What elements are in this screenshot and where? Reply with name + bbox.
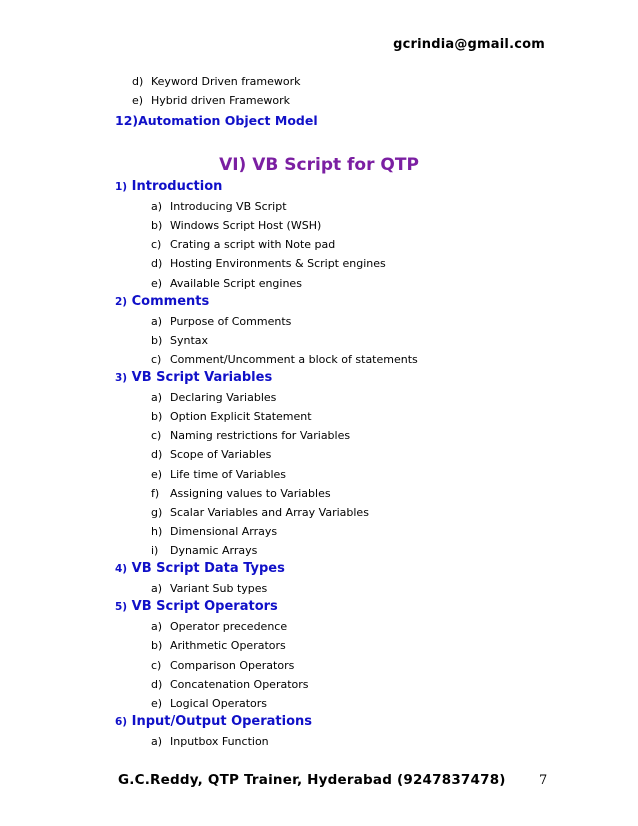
list-marker: a) [151,391,163,404]
list-text: Comment/Uncomment a block of statements [170,353,418,366]
list-text: Inputbox Function [170,735,269,748]
list-item [151,200,287,213]
list-item [151,506,369,519]
list-text: Comparison Operators [170,659,295,672]
list-item [151,277,302,290]
list-text: Concatenation Operators [170,678,309,691]
list-marker: b) [151,410,163,423]
list-item [151,410,312,423]
list-text: Hybrid driven Framework [151,94,291,107]
list-item [151,468,286,481]
list-text: Declaring Variables [170,391,277,404]
section-heading [115,179,222,194]
list-item [132,75,301,88]
page-number: 7 [539,773,548,788]
section-heading-text: VB Script Operators [131,599,278,614]
list-text: Operator precedence [170,620,288,633]
list-text: Scope of Variables [170,448,272,461]
list-text: Logical Operators [170,697,268,710]
list-text: Dynamic Arrays [170,544,258,557]
list-text: Naming restrictions for Variables [170,429,351,442]
list-text: Variant Sub types [170,582,268,595]
list-marker: d) [151,678,163,691]
list-item [151,315,291,328]
list-text: Purpose of Comments [170,315,292,328]
section-number: 2) [115,296,128,308]
list-text: Hosting Environments & Script engines [170,257,386,270]
list-text: Assigning values to Variables [170,487,331,500]
list-item [151,487,331,500]
list-item [151,678,309,691]
list-text: Dimensional Arrays [170,525,278,538]
list-text: Option Explicit Statement [170,410,312,423]
list-marker: e) [151,277,163,290]
list-text: Arithmetic Operators [170,639,286,652]
section-heading [115,294,209,309]
list-item [151,735,269,748]
section-number: 5) [115,601,128,613]
list-item [151,697,267,710]
section-heading-text: VB Script Variables [131,370,273,385]
section-heading [115,714,312,729]
list-marker: c) [151,238,162,251]
list-item [151,391,276,404]
list-marker: d) [151,257,163,270]
list-marker: a) [151,200,163,213]
section-title: VI) VB Script for QTP [219,155,419,175]
section-heading [115,370,272,385]
list-item [151,219,321,232]
list-marker: c) [151,353,162,366]
list-marker: d) [132,75,144,88]
section-heading-text: Introduction [131,179,223,194]
heading-automation-object-model: 12)Automation Object Model [115,113,318,128]
list-marker: e) [151,468,163,481]
list-marker: g) [151,506,163,519]
list-marker: d) [151,448,163,461]
list-marker: c) [151,429,162,442]
section-heading [115,599,278,614]
list-marker: e) [132,94,144,107]
list-item [151,659,294,672]
list-text: Windows Script Host (WSH) [170,219,322,232]
list-marker: b) [151,639,163,652]
list-text: Keyword Driven framework [151,75,301,88]
list-item [151,257,386,270]
header-email: gcrindia@gmail.com [393,37,545,52]
list-item [132,94,290,107]
list-marker: e) [151,697,163,710]
list-marker: c) [151,659,162,672]
list-marker: a) [151,620,163,633]
list-item [151,525,277,538]
list-item [151,429,350,442]
section-number: 6) [115,716,128,728]
list-text: Syntax [170,334,209,347]
list-text: Scalar Variables and Array Variables [170,506,369,519]
list-text: Life time of Variables [170,468,287,481]
section-number: 4) [115,563,128,575]
section-heading-text: Input/Output Operations [131,714,313,729]
list-marker: f) [151,487,160,500]
section-heading [115,561,285,576]
list-text: Available Script engines [170,277,302,290]
list-marker: h) [151,525,163,538]
list-marker: a) [151,582,163,595]
list-item [151,620,287,633]
list-text: Introducing VB Script [170,200,287,213]
list-marker: b) [151,334,163,347]
section-heading-text: VB Script Data Types [131,561,285,576]
section-heading-text: Comments [131,294,210,309]
list-item [151,334,208,347]
list-marker: i) [151,544,159,557]
list-marker: a) [151,735,163,748]
footer-text: G.C.Reddy, QTP Trainer, Hyderabad (9247837478) [118,772,506,788]
list-text: Crating a script with Note pad [170,238,336,251]
list-item [151,238,335,251]
list-item [151,448,271,461]
list-item [151,582,267,595]
section-number: 3) [115,372,128,384]
list-item [151,353,418,366]
list-marker: a) [151,315,163,328]
list-item [151,639,286,652]
list-marker: b) [151,219,163,232]
list-item [151,544,257,557]
section-number: 1) [115,181,128,193]
